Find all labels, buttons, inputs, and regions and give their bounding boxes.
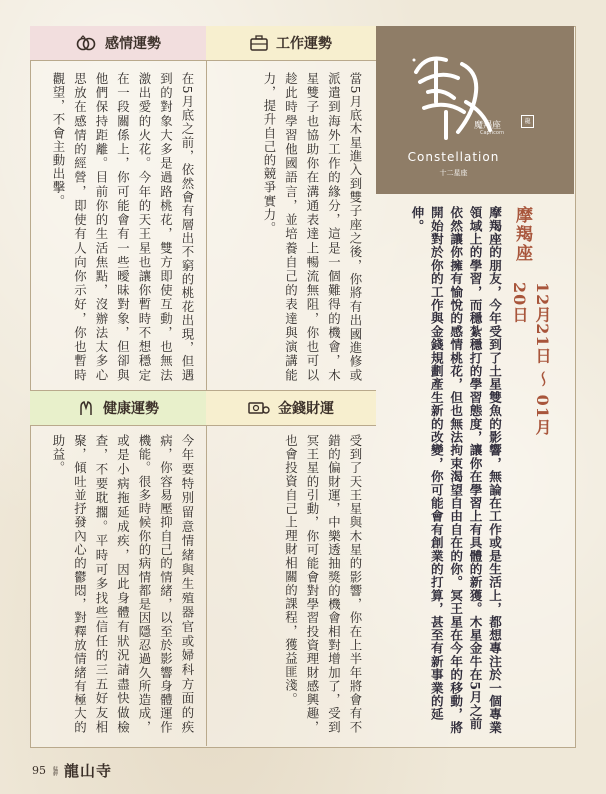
money-text: 受到了天王星與木星的影響，你在上半年將會有不錯的偏財運，中樂透抽獎的機會相對增加了，受到冥王星的引動，你可能會對學習投資理財感興趣，也會投資自己上理財相關的課程，獲益匪淺。 [283, 434, 363, 734]
health-header [30, 390, 207, 426]
footer-brand: 龍山寺 [64, 762, 113, 780]
work-header [206, 26, 376, 61]
column-divider [206, 26, 207, 746]
sign-overview-text: 摩羯座的朋友，今年受到了土星雙魚的影響，無論在工作或是生活上，都想專注於一個專業領域上的學習，而穩紮穩打的學習態度，讓你在學習上有具體的新獲。木星金牛在5月之前依然讓你擁有愉悅的感情桃花，但也無法拘束渴望自由自在的你。冥王星在今年的移動，將開始對於你的工作與金錢規劃產生新的改變，你可能會有創業的打算，甚至有新事業的延伸。 [409, 206, 502, 734]
work-text: 當5月底木星進入到雙子座之後，你將有出國進修或派遣到海外工作的緣分，這是一個難得的機會，木星雙子也協助你在溝通表達上暢流無阻，你也可以趁此時學習他國語言，並培養自己的表達與演講能力，提升自己的競爭實力。 [262, 72, 363, 382]
health-text: 今年要特別留意情緒與生殖器官或婦科方面的疾病，你容易壓抑自己的情緒，以至於影響身體運作機能。很多時候你的病情都是因隱忍過久所造成，或是小病拖延成疾，因此身體有狀況請盡快做檢查，不要耽擱。平時可多找些信任的三五好友相聚，傾吐並抒發內心的鬱悶，對釋放情緒有極大的助益。 [51, 434, 195, 734]
love-title: 感情運勢 [105, 36, 161, 52]
money-icon [248, 400, 270, 416]
money-title: 金錢財運 [278, 401, 334, 417]
logo-sign-name: 魔羯座 [474, 121, 502, 131]
logo-sign-en: Capricorn [480, 130, 505, 136]
page-footer [32, 760, 112, 781]
work-title: 工作運勢 [276, 36, 332, 52]
logo-seal: 龍 [521, 115, 534, 128]
briefcase-icon [250, 35, 268, 51]
love-header [30, 26, 207, 61]
love-text: 在5月底之前，依然會有層出不窮的桃花出現，但遇到的對象大多是過路桃花，雙方即使互動，也無法激出愛的火花。今年的天王星也讓你暫時不想穩定在一段關係上，你可能會有一些曖昧對象，但卻與他們保持距離。目前你的生活焦點，沒辦法太多心思放在感情的經營，即使有人向你示好，你也暫時觀望，不會主動出擊。 [51, 72, 195, 382]
rings-icon [75, 35, 97, 51]
constellation-logo [376, 26, 574, 194]
logo-english: Constellation [407, 150, 500, 164]
money-header [206, 390, 376, 426]
logo-chinese: 十二星座 [439, 169, 468, 177]
page-number: 95 [32, 764, 46, 777]
hands-icon [77, 400, 95, 416]
sign-title: 摩羯座 [512, 206, 532, 263]
sign-dates: 12月21日 ～ 01月20日 [510, 282, 552, 436]
health-title: 健康運勢 [103, 401, 159, 417]
footer-brand-prefix: 艋舺 [52, 765, 58, 776]
